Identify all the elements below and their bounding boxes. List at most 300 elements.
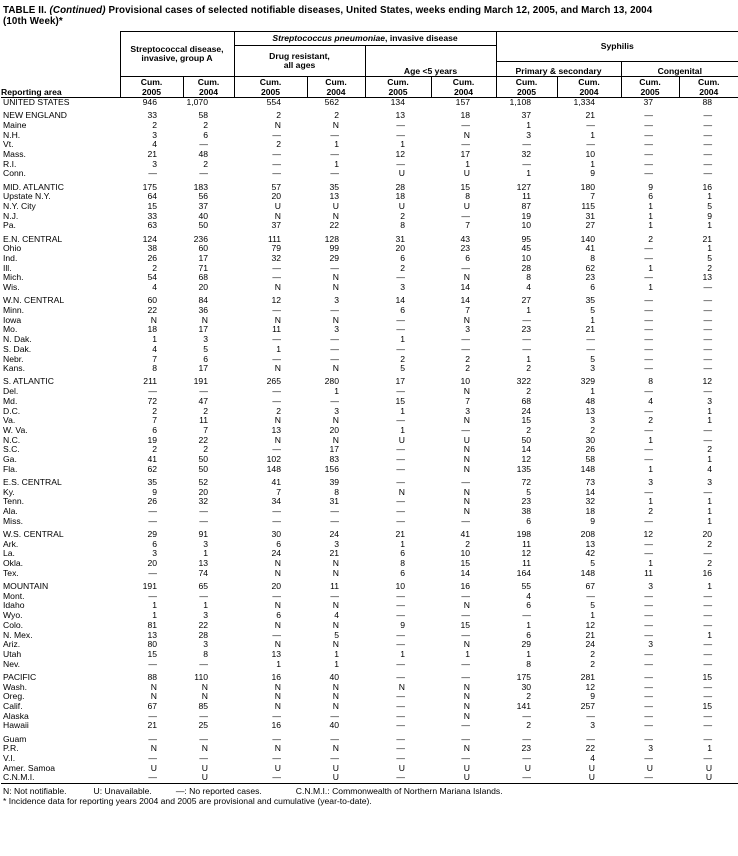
value-cell: 2: [203, 120, 208, 130]
table-row: [1, 335, 738, 345]
value-cell: 22: [198, 435, 208, 445]
value-cell: 4: [648, 396, 654, 406]
value-cell: —: [272, 630, 281, 640]
table-body: [1, 98, 738, 784]
value-cell: —: [522, 344, 532, 354]
value-cell: 3: [152, 549, 157, 559]
col-header-cum-2004-age-under-5: Cum. 2004: [431, 77, 496, 98]
value-cell: 6: [203, 354, 208, 364]
value-cell: 41: [585, 244, 596, 254]
value-cell: 9: [707, 211, 713, 221]
value-cell: —: [148, 659, 157, 669]
value-cell: —: [644, 335, 654, 345]
table-row: [1, 150, 738, 160]
value-cell: 8: [526, 273, 532, 283]
value-cell: —: [703, 295, 713, 306]
value-cell: U: [463, 202, 471, 212]
table-row: [1, 660, 738, 670]
value-cell: 35: [329, 181, 339, 192]
value-cell: —: [330, 711, 339, 721]
value-cell: 54: [147, 273, 157, 283]
table-row: [1, 131, 738, 141]
value-cell: 71: [198, 263, 208, 273]
value-cell: N: [463, 487, 471, 497]
value-cell: —: [148, 733, 157, 744]
value-cell: N: [332, 416, 339, 426]
value-cell: 28: [521, 263, 532, 273]
row-area-label: MID. ATLANTIC: [3, 181, 64, 192]
value-cell: —: [461, 426, 471, 435]
value-cell: U: [588, 773, 596, 783]
table-row: [1, 407, 738, 417]
value-cell: 134: [390, 97, 405, 107]
value-cell: —: [586, 733, 596, 744]
value-cell: 13: [585, 406, 596, 416]
value-cell: 23: [585, 273, 596, 283]
value-cell: 111: [267, 233, 281, 244]
value-cell: 115: [581, 202, 596, 212]
value-cell: 12: [271, 295, 281, 306]
value-cell: 22: [329, 221, 339, 231]
value-cell: N: [463, 315, 471, 325]
value-cell: 13: [147, 630, 157, 640]
row-area-label: N.C.: [3, 435, 21, 445]
value-cell: 21: [147, 150, 157, 160]
value-cell: —: [199, 754, 208, 763]
value-cell: 2: [203, 445, 208, 455]
value-cell: 33: [147, 211, 157, 221]
value-cell: 10: [460, 376, 471, 387]
value-cell: 20: [271, 581, 281, 592]
value-cell: 16: [702, 568, 713, 578]
value-cell: 16: [460, 581, 471, 592]
value-cell: 141: [516, 701, 532, 711]
value-cell: 2: [152, 445, 157, 455]
value-cell: N: [274, 640, 281, 650]
value-cell: 80: [147, 640, 157, 650]
table-row: [1, 264, 738, 274]
value-cell: 175: [142, 181, 157, 192]
value-cell: 8: [465, 192, 471, 202]
value-cell: 1,070: [186, 97, 208, 107]
value-cell: 4: [707, 464, 713, 474]
value-cell: N: [332, 364, 339, 374]
value-cell: —: [272, 396, 281, 406]
table-row: [1, 160, 738, 170]
value-cell: —: [522, 159, 532, 169]
value-cell: 28: [198, 630, 208, 640]
value-cell: 14: [585, 487, 596, 497]
value-cell: —: [272, 159, 281, 169]
row-area-label: MOUNTAIN: [3, 581, 49, 592]
value-cell: —: [396, 692, 405, 702]
value-cell: —: [396, 273, 405, 283]
value-cell: 110: [194, 671, 208, 682]
value-cell: 7: [276, 487, 281, 497]
value-cell: 18: [585, 507, 596, 517]
value-cell: —: [644, 130, 654, 140]
value-cell: N: [332, 273, 339, 283]
value-cell: —: [396, 601, 405, 611]
value-cell: —: [644, 387, 654, 397]
value-cell: —: [396, 315, 405, 325]
value-cell: N: [201, 315, 208, 325]
value-cell: —: [644, 120, 654, 130]
value-cell: —: [396, 159, 405, 169]
table-row: [1, 517, 738, 527]
value-cell: 3: [648, 581, 654, 592]
value-cell: 10: [521, 221, 532, 231]
value-cell: 3: [590, 721, 596, 731]
value-cell: 35: [585, 295, 596, 306]
value-cell: 15: [147, 202, 157, 212]
value-cell: 99: [329, 244, 339, 254]
value-cell: N: [274, 120, 281, 130]
value-cell: 6: [400, 306, 405, 316]
row-area-label: W.S. CENTRAL: [3, 529, 64, 540]
value-cell: 2: [203, 406, 208, 416]
value-cell: —: [396, 325, 405, 335]
value-cell: 15: [702, 671, 713, 682]
table-row: [1, 254, 738, 264]
value-cell: 22: [147, 306, 157, 316]
table-row: [1, 445, 738, 455]
value-cell: —: [272, 306, 281, 316]
table-row: [1, 540, 738, 550]
value-cell: —: [396, 659, 405, 669]
value-cell: —: [522, 611, 532, 621]
value-cell: 1: [334, 387, 339, 397]
value-cell: —: [703, 487, 713, 497]
value-cell: 9: [590, 516, 596, 526]
value-cell: —: [461, 120, 471, 130]
row-area-label: Ariz.: [3, 640, 21, 650]
value-cell: —: [272, 169, 281, 179]
value-cell: N: [274, 559, 281, 569]
value-cell: 2: [648, 233, 654, 244]
value-cell: 2: [590, 659, 596, 669]
value-cell: —: [644, 539, 654, 549]
value-cell: 2: [152, 263, 157, 273]
table-row: [1, 374, 738, 387]
value-cell: 148: [266, 464, 281, 474]
value-cell: 6: [203, 130, 208, 140]
value-cell: 4: [152, 140, 157, 150]
value-cell: U: [398, 169, 405, 179]
value-cell: —: [461, 671, 471, 682]
value-cell: 13: [395, 110, 405, 121]
value-cell: —: [644, 140, 654, 150]
row-area-label: Calif.: [3, 701, 23, 711]
value-cell: 1: [648, 464, 654, 474]
value-cell: —: [148, 711, 157, 721]
value-cell: —: [586, 140, 596, 150]
table-row: [1, 387, 738, 397]
row-area-label: C.N.M.I.: [3, 773, 35, 783]
value-cell: 68: [198, 273, 208, 283]
value-cell: 257: [580, 701, 596, 711]
row-area-label: Vt.: [3, 140, 14, 150]
value-cell: 1: [400, 140, 405, 150]
value-cell: —: [644, 445, 654, 455]
value-cell: 30: [585, 435, 596, 445]
value-cell: 3: [203, 539, 208, 549]
value-cell: —: [396, 120, 405, 130]
value-cell: 157: [455, 97, 471, 107]
value-cell: 23: [521, 497, 532, 507]
value-cell: 15: [395, 396, 405, 406]
value-cell: —: [522, 754, 532, 763]
value-cell: —: [644, 516, 654, 526]
value-cell: 140: [580, 233, 596, 244]
value-cell: 135: [516, 464, 532, 474]
value-cell: 14: [395, 295, 405, 306]
value-cell: 3: [334, 325, 339, 335]
value-cell: —: [199, 516, 208, 526]
row-area-label: S.C.: [3, 445, 20, 455]
value-cell: N: [274, 744, 281, 754]
value-cell: 1: [648, 435, 654, 445]
value-cell: 1: [400, 426, 405, 435]
value-cell: 2: [707, 445, 713, 455]
value-cell: N: [463, 464, 471, 474]
value-cell: —: [330, 130, 339, 140]
value-cell: 6: [276, 539, 281, 549]
value-cell: —: [396, 721, 405, 731]
value-cell: 14: [460, 295, 471, 306]
value-cell: 1: [203, 601, 208, 611]
value-cell: —: [461, 733, 471, 744]
value-cell: —: [644, 692, 654, 702]
value-cell: 13: [702, 273, 713, 283]
value-cell: 50: [198, 221, 208, 231]
value-cell: —: [199, 507, 208, 517]
value-cell: 1: [400, 406, 405, 416]
value-cell: N: [274, 620, 281, 630]
row-area-label: E.N. CENTRAL: [3, 233, 63, 244]
value-cell: 2: [334, 110, 339, 121]
value-cell: —: [703, 620, 713, 630]
table-row: [1, 355, 738, 365]
table-row: [1, 497, 738, 507]
value-cell: —: [396, 701, 405, 711]
value-cell: —: [461, 140, 471, 150]
value-cell: 35: [147, 477, 157, 488]
value-cell: —: [272, 130, 281, 140]
value-cell: —: [148, 387, 157, 397]
value-cell: 12: [585, 620, 596, 630]
value-cell: 29: [521, 640, 532, 650]
value-cell: —: [522, 140, 532, 150]
value-cell: —: [644, 344, 654, 354]
table-row: [1, 202, 738, 212]
value-cell: 22: [198, 620, 208, 630]
row-area-label: Ohio: [3, 244, 22, 254]
value-cell: 7: [465, 221, 471, 231]
value-cell: 1: [707, 507, 713, 517]
value-cell: U: [646, 763, 654, 773]
value-cell: 20: [147, 559, 157, 569]
value-cell: —: [644, 295, 654, 306]
value-cell: 11: [522, 559, 532, 569]
value-cell: 52: [198, 477, 208, 488]
row-area-label: Mo.: [3, 325, 18, 335]
value-cell: 8: [526, 659, 532, 669]
value-cell: 1: [590, 611, 596, 621]
value-cell: —: [330, 591, 339, 601]
value-cell: 15: [460, 181, 471, 192]
footnote-legend: [3, 786, 737, 796]
value-cell: 1: [334, 140, 339, 150]
value-cell: 21: [395, 529, 405, 540]
value-cell: 21: [585, 325, 596, 335]
col-header-cum-2004-primary-secondary: Cum. 2004: [557, 77, 621, 98]
value-cell: 50: [198, 464, 208, 474]
value-cell: 128: [324, 233, 339, 244]
value-cell: —: [148, 773, 157, 783]
value-cell: 11: [272, 325, 281, 335]
value-cell: —: [644, 110, 654, 121]
value-cell: 2: [152, 120, 157, 130]
col-header-cum-2004-drug-resistant: Cum. 2004: [307, 77, 365, 98]
value-cell: N: [332, 283, 339, 293]
table-row: [1, 721, 738, 731]
value-cell: 21: [329, 549, 339, 559]
row-area-label: Hawaii: [3, 721, 29, 731]
row-area-label: Del.: [3, 387, 19, 397]
value-cell: —: [330, 263, 339, 273]
value-cell: 56: [198, 192, 208, 202]
value-cell: —: [522, 315, 532, 325]
value-cell: —: [330, 344, 339, 354]
value-cell: N: [332, 315, 339, 325]
col-group-age-under-5: Age <5 years: [365, 46, 496, 77]
value-cell: 37: [271, 221, 281, 231]
value-cell: —: [330, 169, 339, 179]
value-cell: 7: [465, 306, 471, 316]
value-cell: 6: [526, 630, 532, 640]
value-cell: —: [396, 733, 405, 744]
row-area-label: Idaho: [3, 601, 25, 611]
value-cell: 280: [324, 376, 339, 387]
value-cell: —: [396, 671, 405, 682]
value-cell: 1: [707, 497, 713, 507]
value-cell: 198: [516, 529, 532, 540]
row-area-label: Minn.: [3, 306, 25, 316]
value-cell: 3: [590, 364, 596, 374]
table-row: [1, 273, 738, 283]
row-area-label: Guam: [3, 733, 27, 744]
value-cell: 24: [329, 529, 339, 540]
value-cell: —: [396, 455, 405, 465]
value-cell: 2: [707, 539, 713, 549]
value-cell: —: [644, 254, 654, 264]
value-cell: 2: [465, 539, 471, 549]
table-row: [1, 465, 738, 475]
value-cell: —: [703, 120, 713, 130]
value-cell: 11: [330, 581, 339, 592]
value-cell: 5: [590, 559, 596, 569]
value-cell: —: [586, 711, 596, 721]
value-cell: 11: [522, 192, 532, 202]
value-cell: 12: [702, 376, 713, 387]
value-cell: —: [272, 273, 281, 283]
value-cell: N: [274, 682, 281, 692]
value-cell: —: [330, 507, 339, 517]
row-area-label: Mont.: [3, 591, 25, 601]
value-cell: U: [705, 773, 713, 783]
value-cell: 9: [152, 487, 157, 497]
value-cell: 9: [400, 620, 405, 630]
value-cell: —: [461, 591, 471, 601]
value-cell: —: [522, 711, 532, 721]
value-cell: —: [396, 344, 405, 354]
value-cell: 10: [521, 254, 532, 264]
value-cell: 16: [271, 671, 281, 682]
value-cell: N: [332, 211, 339, 221]
col-group-syphilis: Syphilis: [496, 32, 738, 62]
value-cell: 211: [143, 376, 157, 387]
value-cell: —: [522, 335, 532, 345]
value-cell: 60: [198, 244, 208, 254]
row-area-label: S. Dak.: [3, 344, 32, 354]
footnote-dash: —: No reported cases.: [175, 786, 262, 797]
value-cell: —: [703, 549, 713, 559]
value-cell: —: [199, 169, 208, 179]
table-title: [3, 5, 737, 27]
value-cell: N: [332, 120, 339, 130]
value-cell: —: [272, 516, 281, 526]
value-cell: 39: [329, 477, 339, 488]
value-cell: 1: [465, 159, 471, 169]
value-cell: N: [150, 682, 157, 692]
value-cell: U: [588, 763, 596, 773]
value-cell: 63: [147, 221, 157, 231]
value-cell: 28: [395, 181, 405, 192]
value-cell: —: [703, 130, 713, 140]
table-row: [1, 316, 738, 326]
value-cell: 1: [590, 387, 596, 397]
value-cell: 24: [585, 640, 596, 650]
row-area-label: Wash.: [3, 682, 28, 692]
value-cell: 3: [526, 130, 532, 140]
value-cell: 5: [400, 364, 405, 374]
value-cell: 58: [585, 455, 596, 465]
row-area-label: UNITED STATES: [3, 97, 70, 107]
value-cell: 1: [590, 130, 596, 140]
value-cell: —: [703, 140, 713, 150]
value-cell: N: [274, 692, 281, 702]
value-cell: —: [522, 733, 532, 744]
value-cell: U: [463, 773, 471, 783]
value-cell: N: [463, 744, 471, 754]
value-cell: 9: [590, 169, 596, 179]
value-cell: 8: [152, 364, 157, 374]
value-cell: 1: [707, 221, 713, 231]
value-cell: 3: [152, 130, 157, 140]
value-cell: 5: [203, 344, 208, 354]
value-cell: 68: [521, 396, 532, 406]
value-cell: —: [461, 344, 471, 354]
value-cell: 3: [334, 295, 339, 306]
value-cell: —: [396, 640, 405, 650]
value-cell: 20: [329, 426, 339, 435]
row-area-label: Fla.: [3, 464, 18, 474]
value-cell: 7: [590, 192, 596, 202]
table-row: [1, 221, 738, 231]
value-cell: 40: [198, 211, 208, 221]
value-cell: —: [644, 620, 654, 630]
